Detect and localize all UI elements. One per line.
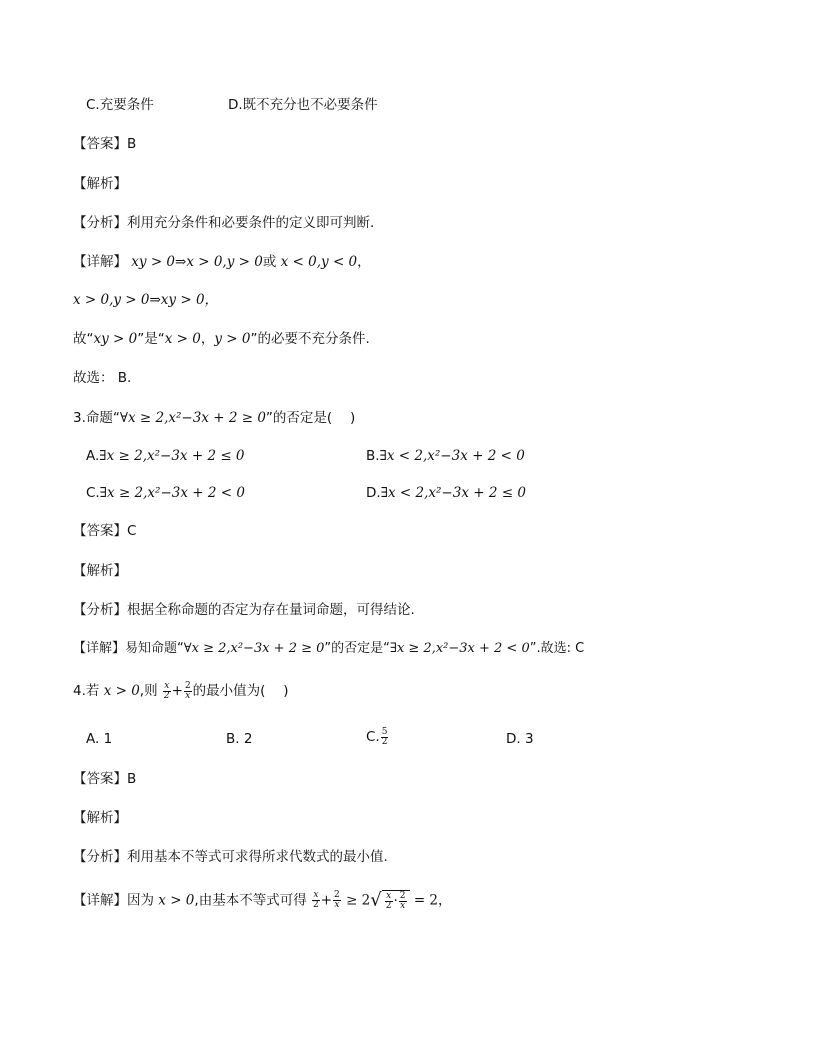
math-expr: xy > 0 (93, 331, 138, 347)
option-label: C. (86, 485, 100, 501)
option-label: D. (366, 485, 381, 501)
answer-tag: 【答案】 (73, 136, 127, 152)
q3-detail (73, 639, 584, 659)
text: 或 (262, 254, 277, 270)
q3-option-c (86, 483, 245, 503)
fenxi-tag: 【分析】 (73, 215, 127, 231)
text: ,则 (139, 683, 158, 699)
sqrt-sign: √ (370, 889, 382, 911)
math-expr: x > 0 (164, 331, 201, 347)
text: 因为 (127, 892, 154, 909)
answer-tag: 【答案】 (73, 523, 127, 539)
q2-detail-line1 (73, 252, 371, 272)
q4-detail (73, 890, 452, 911)
q4-analysis-tag: 【解析】 (73, 810, 127, 826)
q3-option-d (366, 483, 526, 503)
q4-option-d: D. 3 (506, 731, 534, 747)
text: ,由基本不等式可得 (194, 892, 307, 909)
fraction: $\frac{x}{2}$ (385, 890, 392, 911)
text: ， (357, 254, 371, 270)
math-expr: ∃x < 2,x²−3x + 2 ≤ 0 (380, 485, 526, 501)
text: 3.命题“ (73, 410, 120, 426)
math-expr: ∃x ≥ 2,x²−3x + 2 ≤ 0 (99, 448, 245, 464)
q4-answer (73, 769, 136, 789)
q4-option-b: B. 2 (226, 731, 253, 747)
fenxi-tag: 【分析】 (73, 602, 127, 618)
option-label: C. (366, 729, 380, 745)
fraction: $\frac{x}{2}$ (313, 890, 319, 910)
fraction: $\frac{x}{2}$ (163, 680, 170, 701)
text: 故“ (73, 331, 94, 347)
q4-option-c (366, 727, 389, 747)
detail-tag: 【详解】 (73, 892, 127, 909)
math-expr: ∃x ≥ 2,x²−3x + 2 < 0 (389, 641, 530, 656)
plus-sign: + (171, 683, 183, 699)
math-expr: x < 0,y < 0 (280, 254, 358, 270)
fenxi-text: 利用基本不等式可求得所求代数式的最小值. (127, 849, 388, 865)
text: 的最小值为( ) (192, 683, 289, 699)
answer-value: B (127, 136, 137, 152)
text: ”的否定是( ) (265, 410, 356, 426)
q3-option-a (86, 446, 245, 466)
q3-stem (73, 408, 355, 428)
math-expr: ∃x ≥ 2,x²−3x + 2 < 0 (99, 485, 245, 501)
q3-option-b (366, 446, 525, 466)
q2-option-d: D.既不充分也不必要条件 (228, 97, 378, 113)
text: ”是“ (137, 331, 165, 347)
math-expr: y > 0 (214, 331, 251, 347)
q2-option-c: C.充要条件 (86, 97, 154, 113)
text: ”的必要不充分条件. (250, 331, 370, 347)
math-expr: ≥ 2 (346, 892, 371, 909)
fenxi-text: 利用充分条件和必要条件的定义即可判断. (127, 215, 375, 231)
answer-value: C (127, 523, 137, 539)
plus-sign: + (320, 892, 333, 909)
dot-sign: · (393, 893, 398, 909)
text: ”的否定是“ (324, 641, 390, 656)
sqrt-radicand (382, 890, 410, 911)
fraction: $\frac{2}{x}$ (399, 890, 406, 911)
fraction: $\frac{5}{2}$ (381, 726, 388, 747)
q4-stem (73, 681, 289, 701)
q3-analysis-tag: 【解析】 (73, 563, 127, 579)
q2-detail-line2: x > 0,y > 0⇒xy > 0， (73, 292, 219, 308)
fenxi-text: 根据全称命题的否定为存在量词命题，可得结论. (127, 602, 415, 618)
detail-tag: 【详解】 (73, 254, 127, 270)
q4-option-a: A. 1 (86, 731, 113, 747)
text: ， (438, 892, 452, 909)
fraction: $\frac{2}{x}$ (184, 680, 191, 701)
math-expr: ∀x ≥ 2,x²−3x + 2 ≥ 0 (119, 410, 266, 426)
q2-conclusion (73, 329, 370, 349)
math-expr: x > 0 (103, 683, 140, 699)
q2-fenxi (73, 213, 374, 233)
answer-tag: 【答案】 (73, 771, 127, 787)
text: 4.若 (73, 683, 100, 699)
detail-tag: 【详解】 (73, 641, 126, 656)
text: ， (200, 331, 215, 347)
option-label: B. (366, 448, 380, 464)
q3-answer (73, 521, 136, 541)
text: 易知命题“ (125, 641, 184, 656)
fenxi-tag: 【分析】 (73, 849, 127, 865)
math-expr: xy > 0⇒x > 0,y > 0 (131, 254, 263, 270)
fraction: $\frac{2}{x}$ (334, 890, 340, 910)
text: ”.故选: C (529, 641, 585, 656)
math-expr: ∃x < 2,x²−3x + 2 < 0 (379, 448, 525, 464)
q3-fenxi (73, 600, 415, 620)
q2-choose: 故选： B. (73, 370, 132, 386)
option-label: A. (86, 448, 100, 464)
math-expr: ∀x ≥ 2,x²−3x + 2 ≥ 0 (183, 641, 325, 656)
math-expr: x > 0 (158, 892, 195, 909)
q4-fenxi (73, 847, 388, 867)
math-expr: = 2 (413, 892, 439, 909)
q2-analysis-tag: 【解析】 (73, 176, 127, 192)
answer-value: B (127, 771, 137, 787)
q2-answer (73, 134, 136, 154)
